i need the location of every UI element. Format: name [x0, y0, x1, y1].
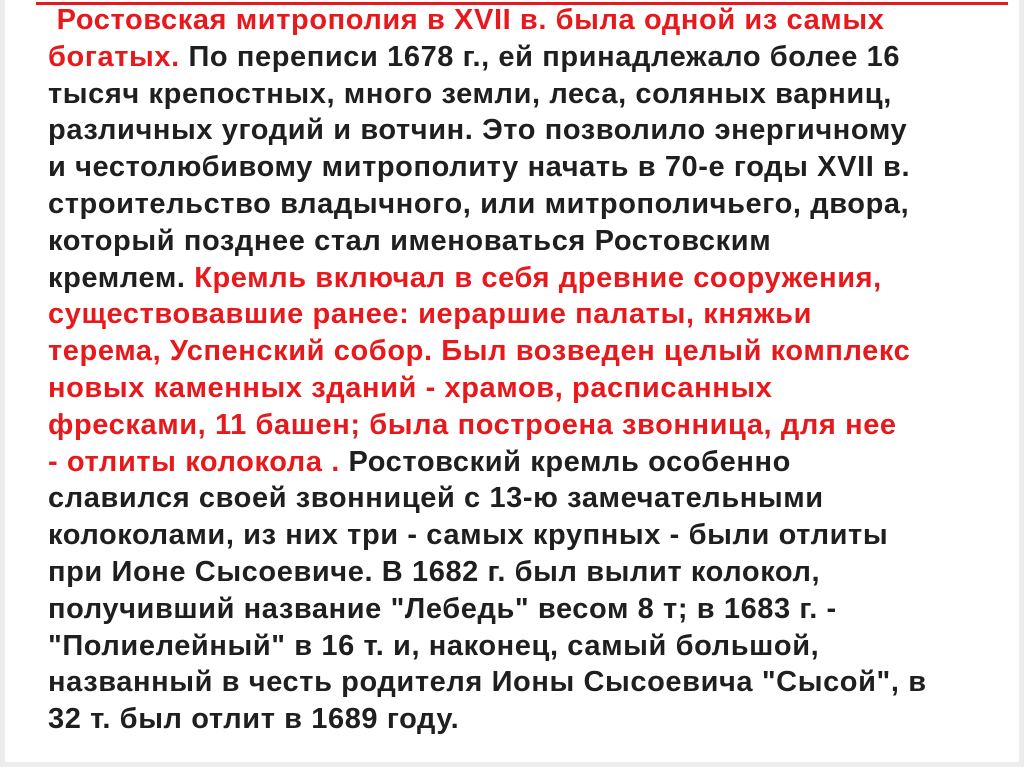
text-line: [48, 186, 1010, 223]
text-segment-black: который позднее стал именоваться Ростовским: [48, 224, 772, 257]
slide-left-edge: [0, 0, 5, 767]
text-line: [48, 664, 1010, 701]
text-line: [48, 260, 1010, 297]
text-segment-black: "Полиелейный" в 16 т. и, наконец, самый большой,: [48, 629, 820, 662]
text-line: [48, 480, 1010, 517]
text-segment-black: По переписи 1678 г., ей принадлежало более 16: [179, 40, 901, 73]
text-segment-red: терема, Успенский собор. Был возведен целый комплекс: [48, 335, 911, 368]
text-segment-black: названный в честь родителя Ионы Сысоевича "Сысой", в: [48, 666, 927, 699]
text-line: [48, 407, 1010, 444]
text-line: [48, 39, 1010, 76]
text-segment-black: строительство владычного, или митрополичьего, двора,: [48, 187, 910, 220]
text-line: [48, 112, 1010, 149]
text-segment-red: Кремль включал в себя древние сооружения,: [185, 261, 882, 294]
text-line: [48, 517, 1010, 554]
text-line: [48, 149, 1010, 186]
text-line: [48, 2, 1010, 39]
text-line: [48, 223, 1010, 260]
text-segment-red: существовавшие ранее: иераршие палаты, княжьи: [48, 298, 813, 331]
text-segment-black: и честолюбивому митрополиту начать в 70-е годы XVII в.: [48, 151, 911, 184]
slide-paragraph: [0, 2, 1024, 738]
text-line: [48, 554, 1010, 591]
text-segment-red: - отлиты колокола .: [48, 445, 340, 478]
text-segment-red: богатых.: [48, 40, 180, 73]
text-segment-red: Ростовская митрополия в XVII в. была одной из самых: [48, 4, 885, 36]
slide-right-edge: [1019, 0, 1024, 767]
text-segment-red: новых каменных зданий - храмов, расписанных: [48, 371, 773, 404]
text-segment-black: получивший название "Лебедь" весом 8 т; в 1683 г. -: [48, 592, 837, 625]
text-line: [48, 333, 1010, 370]
slide-bottom-edge: [0, 762, 1024, 767]
text-line: [48, 591, 1010, 628]
text-segment-black: колоколами, из них три - самых крупных - были отлиты: [48, 519, 889, 552]
text-segment-black: при Ионе Сысоевиче. В 1682 г. был вылит колокол,: [48, 555, 821, 588]
text-segment-black: кремлем.: [48, 261, 186, 294]
text-segment-black: Ростовский кремль особенно: [339, 445, 791, 478]
text-line: [48, 76, 1010, 113]
text-line: [48, 628, 1010, 665]
text-segment-black: тысяч крепостных, много земли, леса, соляных варниц,: [48, 77, 892, 110]
text-segment-red: фресками, 11 башен; была построена звонница, для нее: [48, 408, 897, 441]
text-line: [48, 296, 1010, 333]
text-segment-black: 32 т. был отлит в 1689 году.: [48, 703, 460, 736]
text-line: [48, 370, 1010, 407]
text-segment-black: славился своей звонницей с 13-ю замечательными: [48, 482, 824, 515]
text-line: [48, 701, 1010, 738]
text-segment-black: различных угодий и вотчин. Это позволило энергичному: [48, 114, 908, 147]
text-line: [48, 444, 1010, 481]
